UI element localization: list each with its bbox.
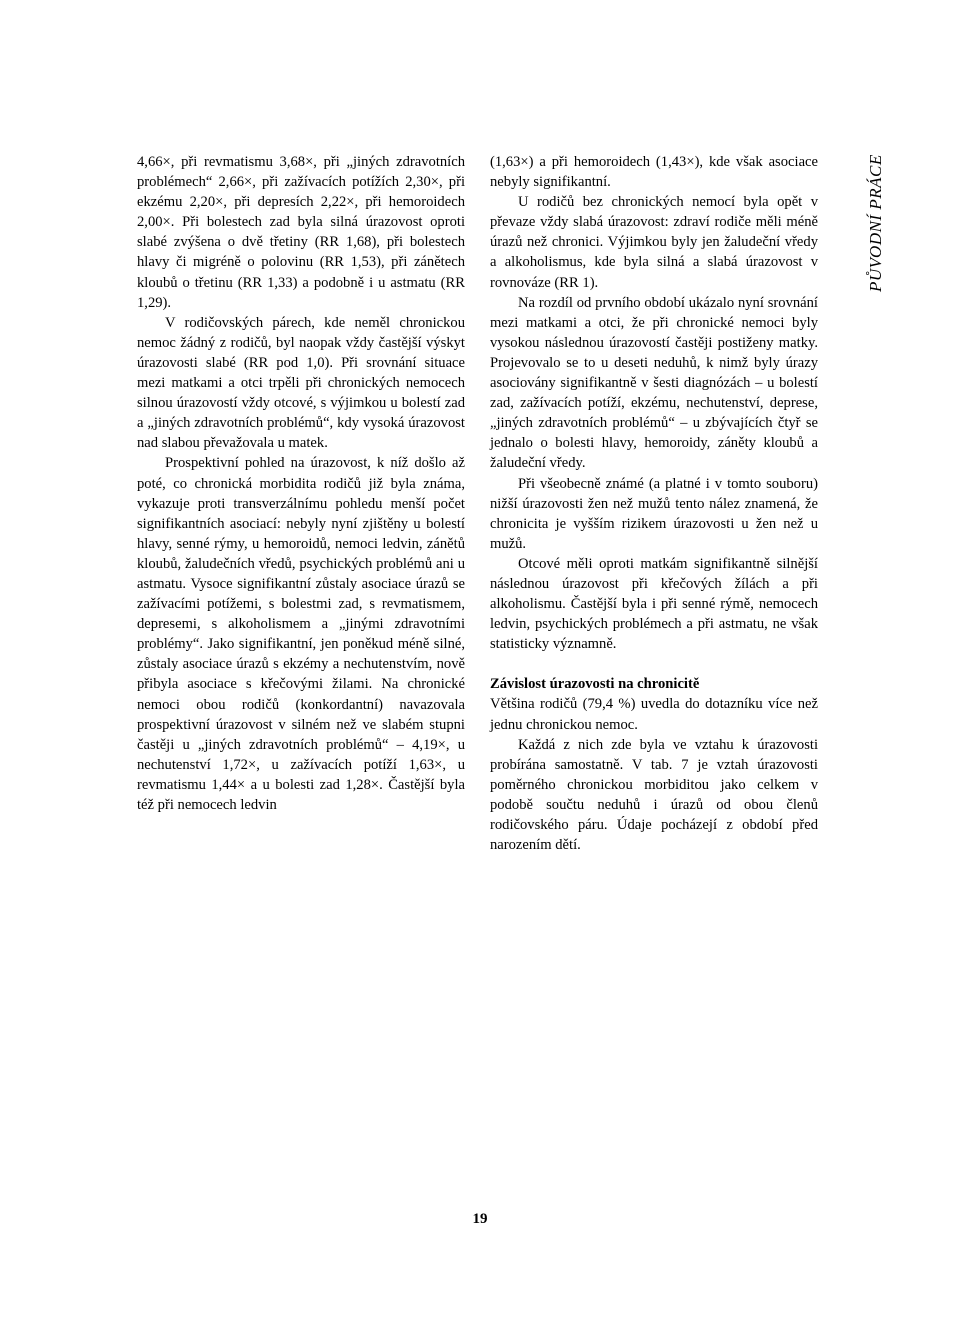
paragraph: Každá z nich zde byla ve vztahu k úrazovosti probírána samostatně. V tab. 7 je vztah úrazovosti poměrného chronickou morbiditou jako celkem v podobě součtu neduhů i úrazů od obou členů rodičovského páru. Údaje pocházejí z období před narozením dětí. [490,736,818,854]
paragraph: (1,63×) a při hemoroidech (1,43×), kde však asociace nebyly signifikantní. [490,154,818,191]
paragraph: 4,66×, při revmatismu 3,68×, při „jiných zdravotních problémech“ 2,66×, při zažívacích potížích 2,30×, při ekzému 2,20×, při depresích 2,22×, při hemoroidech 2,00×. Při bolestech zad byla silná úrazovost oproti slabé zvýšena o dvě třetiny (RR 1,68), při bolestech hlavy či migréně o polovinu (RR 1,53), při zánětech kloubů o třetinu (RR 1,33) a podobně i u astmatu (RR 1,29). [137,154,465,311]
page-number: 19 [472,1211,488,1227]
paragraph: Na rozdíl od prvního období ukázalo nyní srovnání mezi matkami a otci, že při chronické nemoci byly vysokou následnou úrazovostí častěji postiženy matky. Projevovalo se to u deseti neduhů, k nimž byly úrazy asociovány signifikantně v šesti diagnózách – u bolestí zad, zažívacích potíží, ekzému, nechutenství, deprese, „jiných zdravotních problémů“ – u zbývajících čtyř se jednalo o bolesti hlavy, hemoroidy, záněty kloubů a žaludeční vředy. [490,294,818,472]
section-heading: Závislost úrazovosti na chronicitě [490,676,700,693]
section-side-label: PŮVODNÍ PRÁCE [866,154,885,292]
paragraph: V rodičovských párech, kde neměl chronickou nemoc žádný z rodičů, byl naopak vždy častější výskyt úrazovosti slabé (RR pod 1,0). Při srovnání situace mezi matkami a otci trpěli při chronických nemocech silnou úrazovostí vždy otcové, s výjimkou u bolestí zad a „jiných zdravotních problémů“, kdy vysoká úrazovost nad slabou převažovala u matek. [137,314,465,452]
right-column [490,152,818,855]
paragraph: Při všeobecně známé (a platné i v tomto souboru) nižší úrazovosti žen než mužů tento nález znamená, že chronicita je vyšším rizikem úrazovosti u žen než u mužů. [490,475,818,552]
paragraph: Většina rodičů (79,4 %) uvedla do dotazníku více než jednu chronickou nemoc. [490,696,818,733]
paragraph: Otcové měli oproti matkám signifikantně silnější následnou úrazovost při křečových žílách a při alkoholismu. Častější byla i při senné rýmě, nemocech ledvin, psychických problémech a při astmatu, ne však statisticky významně. [490,555,818,653]
paragraph: Prospektivní pohled na úrazovost, k níž došlo až poté, co chronická morbidita rodičů již byla známa, vykazuje proti transverzálnímu pohledu menší počet signifikantních asociací: nebyly nyní zjištěny u bolestí hlavy, senné rýmy, u hemoroidů, nemoci ledvin, zánětů kloubů, žaludečních vředů, psychických problémů ani u astmatu. Vysoce signifikantní zůstaly asociace úrazů se zažívacími potížemi, s bolestmi zad, s revmatismem, depresemi, s alkoholismem a „jinými zdravotními problémy“. Jako signifikantní, jen poněkud méně silné, zůstaly asociace úrazů s ekzémy a nechutenstvím, nově přibyla asociace s křečovými žilami. Na chronické nemoci obou rodičů (konkordantní) navazovala prospektivní úrazovost v silném než ve slabém stupni častěji u „jiných zdravotních problémů“ – 4,19×, u nechutenství 1,72×, u zažívacích potíží 1,63×, u revmatismu 1,44× a u bolesti zad 1,28×. Častější byla též při nemocech ledvin [137,455,465,813]
paragraph: U rodičů bez chronických nemocí byla opět v převaze vždy slabá úrazovost: zdraví rodiče měli méně úrazů než chronici. Výjimkou byly jen žaludeční vředy a alkoholismus, kde byla silná a slabá úrazovost v rovnováze (RR 1). [490,194,818,291]
left-column [137,152,465,815]
